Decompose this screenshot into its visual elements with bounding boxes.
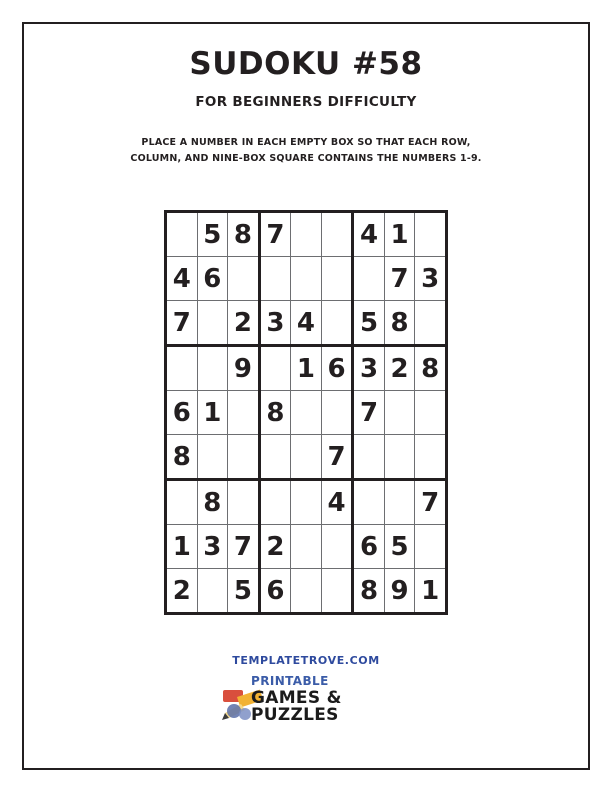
sudoku-cell-given: 8: [259, 391, 291, 435]
sudoku-cell-empty[interactable]: [259, 257, 291, 301]
sudoku-grid-body: [166, 212, 447, 614]
sudoku-cell-given: 2: [259, 525, 291, 569]
sudoku-row: [166, 212, 447, 257]
sudoku-cell-given: 4: [291, 301, 322, 346]
logo-line-printable: PRINTABLE: [251, 674, 329, 688]
sudoku-cell-given: 7: [353, 391, 385, 435]
sudoku-cell-empty[interactable]: [291, 525, 322, 569]
sudoku-cell-empty[interactable]: [384, 480, 415, 525]
sudoku-cell-empty[interactable]: [384, 391, 415, 435]
sudoku-row: [166, 435, 447, 480]
sudoku-cell-empty[interactable]: [166, 480, 198, 525]
sudoku-cell-given: 1: [384, 212, 415, 257]
sudoku-cell-empty[interactable]: [197, 569, 228, 614]
sudoku-grid: [164, 210, 448, 615]
sudoku-row: [166, 301, 447, 346]
sudoku-cell-empty[interactable]: [291, 391, 322, 435]
sudoku-grid-wrapper: [164, 210, 448, 615]
sudoku-cell-given: 7: [259, 212, 291, 257]
sudoku-cell-empty[interactable]: [415, 212, 447, 257]
sudoku-cell-empty[interactable]: [228, 480, 260, 525]
sudoku-cell-empty[interactable]: [197, 435, 228, 480]
sudoku-cell-given: 6: [321, 346, 353, 391]
sudoku-cell-empty[interactable]: [321, 257, 353, 301]
sudoku-cell-given: 8: [166, 435, 198, 480]
sudoku-cell-given: 9: [228, 346, 260, 391]
sudoku-cell-given: 9: [384, 569, 415, 614]
sudoku-cell-empty[interactable]: [353, 257, 385, 301]
sudoku-cell-given: 8: [415, 346, 447, 391]
sudoku-cell-empty[interactable]: [259, 480, 291, 525]
sudoku-cell-given: 2: [166, 569, 198, 614]
sudoku-cell-empty[interactable]: [197, 346, 228, 391]
sudoku-cell-empty[interactable]: [415, 435, 447, 480]
sudoku-cell-empty[interactable]: [384, 435, 415, 480]
sudoku-cell-empty[interactable]: [259, 435, 291, 480]
sudoku-cell-empty[interactable]: [415, 391, 447, 435]
logo-line-games: GAMES &: [251, 688, 342, 708]
sudoku-cell-given: 8: [353, 569, 385, 614]
sudoku-cell-given: 3: [259, 301, 291, 346]
sudoku-cell-empty[interactable]: [321, 301, 353, 346]
sudoku-cell-empty[interactable]: [166, 212, 198, 257]
sudoku-row: [166, 525, 447, 569]
sudoku-cell-given: 6: [166, 391, 198, 435]
sudoku-cell-given: 8: [197, 480, 228, 525]
sudoku-cell-empty[interactable]: [415, 301, 447, 346]
sudoku-cell-empty[interactable]: [228, 391, 260, 435]
sudoku-cell-empty[interactable]: [228, 435, 260, 480]
sudoku-cell-empty[interactable]: [291, 212, 322, 257]
sudoku-cell-given: 7: [415, 480, 447, 525]
sudoku-cell-empty[interactable]: [259, 346, 291, 391]
sudoku-cell-given: 2: [228, 301, 260, 346]
sudoku-cell-given: 3: [197, 525, 228, 569]
sudoku-cell-empty[interactable]: [197, 301, 228, 346]
sudoku-cell-empty[interactable]: [166, 346, 198, 391]
page-title: SUDOKU #58: [189, 46, 423, 82]
sudoku-cell-given: 6: [259, 569, 291, 614]
instructions-line-2: COLUMN, AND NINE-BOX SQUARE CONTAINS THE NUMBERS 1-9.: [130, 153, 482, 164]
sudoku-cell-given: 7: [321, 435, 353, 480]
sudoku-cell-given: 1: [415, 569, 447, 614]
sudoku-cell-given: 7: [228, 525, 260, 569]
sudoku-cell-empty[interactable]: [291, 569, 322, 614]
sudoku-row: [166, 346, 447, 391]
sudoku-cell-given: 5: [228, 569, 260, 614]
sudoku-cell-given: 4: [166, 257, 198, 301]
difficulty-subtitle: FOR BEGINNERS DIFFICULTY: [195, 94, 417, 110]
sudoku-cell-empty[interactable]: [291, 435, 322, 480]
sudoku-cell-empty[interactable]: [321, 569, 353, 614]
sudoku-cell-given: 8: [228, 212, 260, 257]
sudoku-cell-empty[interactable]: [353, 480, 385, 525]
sudoku-row: [166, 257, 447, 301]
sudoku-cell-given: 1: [291, 346, 322, 391]
sudoku-cell-empty[interactable]: [291, 257, 322, 301]
sudoku-cell-empty[interactable]: [321, 525, 353, 569]
sudoku-cell-given: 6: [353, 525, 385, 569]
instructions-line-1: PLACE A NUMBER IN EACH EMPTY BOX SO THAT EACH ROW,: [141, 137, 471, 148]
instructions: [22, 135, 590, 167]
sudoku-cell-given: 1: [166, 525, 198, 569]
sudoku-cell-given: 6: [197, 257, 228, 301]
sudoku-cell-given: 5: [384, 525, 415, 569]
sudoku-row: [166, 569, 447, 614]
logo-line-puzzles: PUZZLES: [251, 705, 339, 725]
sudoku-cell-empty[interactable]: [353, 435, 385, 480]
website-url[interactable]: TEMPLATETROVE.COM: [232, 654, 380, 667]
sudoku-cell-given: 4: [321, 480, 353, 525]
page-content: [22, 22, 590, 770]
sudoku-cell-given: 3: [415, 257, 447, 301]
sudoku-cell-given: 5: [197, 212, 228, 257]
sudoku-cell-given: 8: [384, 301, 415, 346]
sudoku-cell-given: 7: [166, 301, 198, 346]
sudoku-cell-empty[interactable]: [321, 391, 353, 435]
sudoku-cell-given: 3: [353, 346, 385, 391]
sudoku-row: [166, 480, 447, 525]
sudoku-cell-empty[interactable]: [415, 525, 447, 569]
sudoku-cell-empty[interactable]: [321, 212, 353, 257]
sudoku-cell-given: 5: [353, 301, 385, 346]
sudoku-cell-empty[interactable]: [228, 257, 260, 301]
sudoku-cell-given: 2: [384, 346, 415, 391]
sudoku-cell-empty[interactable]: [291, 480, 322, 525]
sudoku-cell-given: 7: [384, 257, 415, 301]
sudoku-cell-given: 1: [197, 391, 228, 435]
logo-text: [251, 673, 391, 724]
footer: [22, 654, 590, 732]
printable-games-puzzles-logo: [221, 673, 391, 727]
sudoku-cell-given: 4: [353, 212, 385, 257]
sudoku-row: [166, 391, 447, 435]
